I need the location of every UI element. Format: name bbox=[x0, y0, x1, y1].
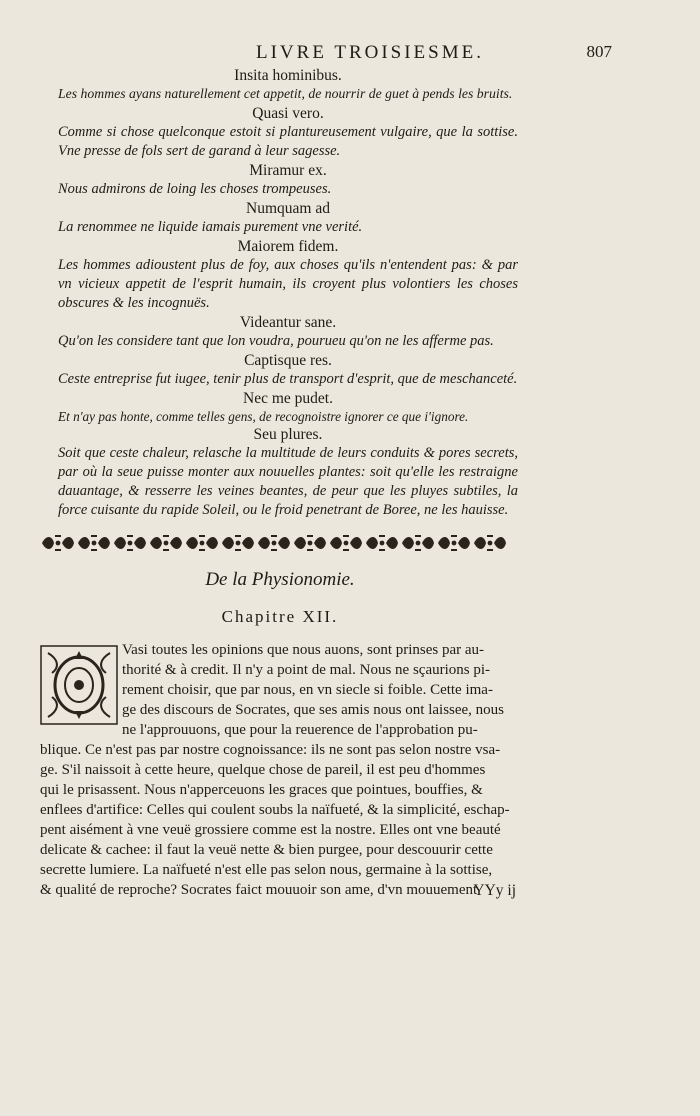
body-line: rement choisir, que par nous, en vn siecle si foible. Cette ima- bbox=[122, 682, 493, 698]
body-line: ge. S'il naissoit à cette heure, quelque chose de pareil, il est peu d'hommes bbox=[40, 762, 486, 778]
body-line: delicate & cachee: il faut la veuë nette & bien purgee, pour descouurir cette bbox=[40, 842, 493, 858]
latin-quote: Captisque res. bbox=[244, 352, 332, 369]
chapter-title: De la Physionomie. bbox=[205, 569, 355, 590]
french-translation: Les hommes ayans naturellement cet appetit, de nourrir de guet à pends les bruits. bbox=[58, 86, 513, 101]
latin-quote: Videantur sane. bbox=[239, 314, 337, 331]
body-line: qui le prisassent. Nous n'apperceuons les graces que pointues, bouffies, & bbox=[40, 782, 483, 798]
body-line: Vasi toutes les opinions que nous auons, sont prinses par au- bbox=[122, 642, 485, 658]
quote-8 bbox=[58, 389, 518, 425]
latin-quote: Maiorem fidem. bbox=[237, 238, 339, 255]
latin-quote: Insita hominibus. bbox=[234, 67, 342, 84]
quote-7 bbox=[58, 351, 518, 389]
quote-9 bbox=[58, 425, 518, 520]
french-translation: La renommee ne liquide iamais purement vne verité. bbox=[58, 219, 363, 235]
latin-quote: Quasi vero. bbox=[252, 105, 324, 122]
french-translation: Ceste entreprise fut iugee, tenir plus de transport d'esprit, que de meschanceté. bbox=[58, 371, 518, 387]
body-line: enflees d'artifice: Celles qui coulent soubs la naïfueté, & la simplicité, eschap- bbox=[40, 802, 510, 818]
body-line: & qualité de reproche? Socrates faict mouuoir son ame, d'vn mouuement bbox=[40, 882, 478, 898]
quote-3 bbox=[58, 161, 518, 199]
body-line: blique. Ce n'est pas par nostre cognoissance: ils ne sont pas selon nostre vsa- bbox=[40, 742, 501, 758]
signature-catchword: YYy ij bbox=[473, 882, 516, 899]
quote-5 bbox=[58, 237, 518, 313]
latin-quote: Numquam ad bbox=[246, 200, 330, 217]
quote-1 bbox=[58, 66, 518, 103]
french-translation: Comme si chose quelconque estoit si plantureusement vulgaire, que la sottise. Vne presse de fols sert de garand à leur sagesse. bbox=[58, 124, 518, 159]
latin-quote: Nec me pudet. bbox=[243, 390, 333, 407]
latin-quote: Miramur ex. bbox=[249, 162, 327, 179]
body-line: thorité & à credit. Il n'y a point de mal. Nous ne sçaurions pi- bbox=[122, 662, 491, 678]
french-translation: Les hommes adioustent plus de foy, aux choses qu'ils n'entendent pas: & par vn vicieux appetit de l'esprit humain, ils croyent plus volontiers les choses obscures & les incognuës. bbox=[58, 257, 518, 311]
quote-4 bbox=[58, 199, 518, 237]
french-translation: Et n'ay pas honte, comme telles gens, de recognoistre ignorer ce que i'ignore. bbox=[58, 409, 469, 424]
page-header bbox=[40, 42, 660, 66]
body-line: ne l'approuuons, que pour la reuerence de l'approbation pu- bbox=[122, 722, 478, 738]
body-line: pent aisément à vne veuë grossiere comme est la nostre. Elles ont vne beauté bbox=[40, 822, 501, 838]
french-translation: Nous admirons de loing les choses trompeuses. bbox=[58, 181, 332, 197]
chapter-number: Chapitre XII. bbox=[221, 607, 339, 626]
page-number: 807 bbox=[586, 42, 612, 61]
body-line: ge des discours de Socrates, que ses amis nous ont laissee, nous bbox=[122, 702, 505, 718]
quote-6 bbox=[58, 313, 518, 351]
running-title: LIVRE TROISIESME. bbox=[256, 42, 484, 63]
fleuron-ornament-band bbox=[40, 532, 516, 554]
latin-quote: Seu plures. bbox=[253, 426, 323, 443]
french-translation: Soit que ceste chaleur, relasche la multitude de leurs conduits & pores secrets, par où la seue puisse monter aux nouuelles plantes: soit qu'elle les restraigne dauantage, & resserre les veines beantes, de peur que les pluyes subtiles, la force cuisante du rapide Soleil, ou le froid penetrant de Boree, ne les hauisse. bbox=[58, 445, 518, 518]
quote-2 bbox=[58, 104, 518, 161]
decorated-initial-icon bbox=[40, 645, 118, 725]
body-line: secrette lumiere. La naïfueté n'est elle pas selon nous, germaine à la sottise, bbox=[40, 862, 493, 878]
french-translation: Qu'on les considere tant que lon voudra, pourueu qu'on ne les afferme pas. bbox=[58, 333, 494, 349]
